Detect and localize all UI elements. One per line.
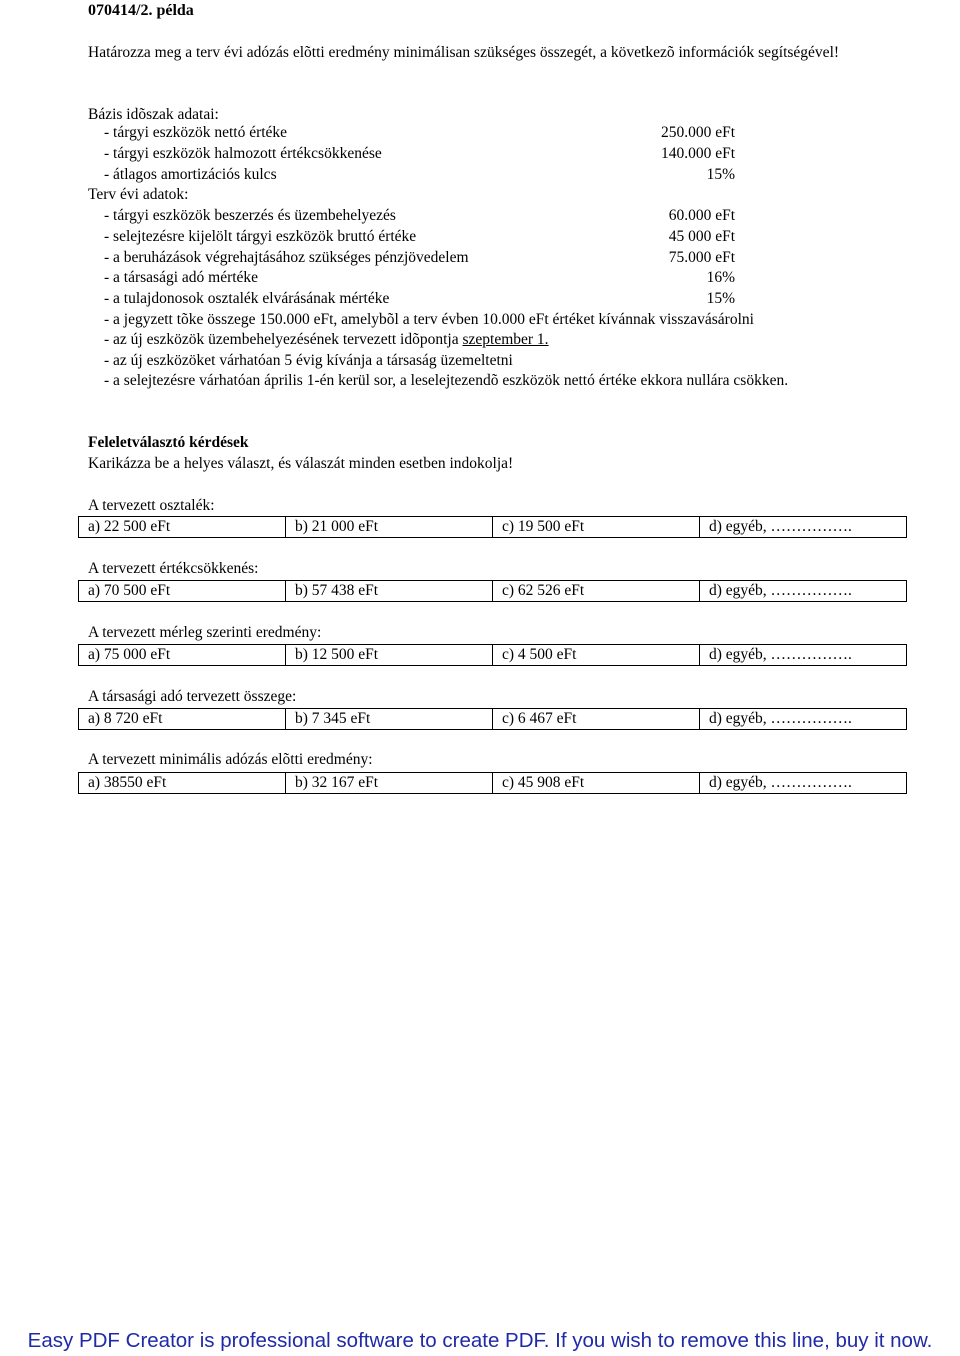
data-label: - a tulajdonosok osztalék elvárásának mértéke [104, 290, 390, 307]
mc-heading: Feleletválasztó kérdések [88, 434, 249, 451]
note-commissioning [104, 331, 549, 349]
data-label: - selejtezésre kijelölt tárgyi eszközök bruttó értéke [104, 228, 417, 245]
question-label: A tervezett minimális adózás elõtti eredmény: [88, 751, 373, 768]
option-b[interactable]: b) 32 167 eFt [286, 773, 493, 794]
data-value: 75.000 eFt [668, 249, 735, 266]
question-label: A tervezett mérleg szerinti eredmény: [88, 624, 322, 641]
data-row [0, 123, 960, 143]
base-heading: Bázis idõszak adatai: [88, 106, 219, 123]
option-a[interactable]: a) 70 500 eFt [79, 581, 286, 602]
option-d[interactable]: d) egyéb, ……………. [700, 645, 907, 666]
option-a[interactable]: a) 75 000 eFt [79, 645, 286, 666]
data-value: 45 000 eFt [668, 228, 735, 245]
data-label: - átlagos amortizációs kulcs [104, 166, 277, 183]
data-row [0, 289, 960, 309]
option-d[interactable]: d) egyéb, ……………. [700, 517, 907, 538]
data-value: 60.000 eFt [668, 207, 735, 224]
option-a[interactable]: a) 22 500 eFt [79, 517, 286, 538]
option-c[interactable]: c) 62 526 eFt [493, 581, 700, 602]
data-label: - a társasági adó mértéke [104, 269, 259, 286]
option-a[interactable]: a) 38550 eFt [79, 773, 286, 794]
data-value: 16% [706, 269, 735, 286]
page-title: 070414/2. példa [88, 2, 194, 19]
plan-heading: Terv évi adatok: [88, 186, 189, 203]
data-label: - tárgyi eszközök nettó értéke [104, 124, 288, 141]
option-b[interactable]: b) 12 500 eFt [286, 645, 493, 666]
data-value: 15% [706, 166, 735, 183]
question-label: A társasági adó tervezett összege: [88, 688, 297, 705]
data-row [0, 227, 960, 247]
question-label: A tervezett osztalék: [88, 497, 215, 514]
option-d[interactable]: d) egyéb, ……………. [700, 709, 907, 730]
data-row [0, 206, 960, 226]
data-label: - a beruházások végrehajtásához szükséges pénzjövedelem [104, 249, 469, 266]
answer-options [78, 580, 907, 602]
option-d[interactable]: d) egyéb, ……………. [700, 581, 907, 602]
question-label: A tervezett értékcsökkenés: [88, 560, 259, 577]
option-b[interactable]: b) 7 345 eFt [286, 709, 493, 730]
answer-options [78, 516, 907, 538]
task-intro: Határozza meg a terv évi adózás elõtti eredmény minimálisan szükséges összegét, a következõ információk segítségével! [88, 44, 840, 61]
answer-options [78, 644, 907, 666]
note-scrapping: - a selejtezésre várhatóan április 1-én kerül sor, a leselejtezendõ eszközök nettó értéke ekkora nullára csökken. [104, 372, 789, 389]
data-row [0, 144, 960, 164]
note-capital: - a jegyzett tõke összege 150.000 eFt, amelybõl a terv évben 10.000 eFt értéket kívánnak visszavásárolni [104, 311, 754, 328]
option-c[interactable]: c) 19 500 eFt [493, 517, 700, 538]
option-c[interactable]: c) 4 500 eFt [493, 645, 700, 666]
mc-instruction: Karikázza be a helyes választ, és válaszát minden esetben indokolja! [88, 455, 514, 472]
note-operation: - az új eszközöket várhatóan 5 évig kívánja a társaság üzemeltetni [104, 352, 513, 369]
data-label: - tárgyi eszközök beszerzés és üzembehelyezés [104, 207, 396, 224]
option-c[interactable]: c) 6 467 eFt [493, 709, 700, 730]
note-commissioning-text: - az új eszközök üzembehelyezésének tervezett idõpontja [104, 331, 463, 348]
data-value: 140.000 eFt [660, 145, 735, 162]
answer-options [78, 772, 907, 794]
option-a[interactable]: a) 8 720 eFt [79, 709, 286, 730]
data-row [0, 248, 960, 268]
data-value: 15% [706, 290, 735, 307]
note-commissioning-date: szeptember 1. [462, 331, 549, 348]
answer-options [78, 708, 907, 730]
data-value: 250.000 eFt [660, 124, 735, 141]
data-label: - tárgyi eszközök halmozott értékcsökkenése [104, 145, 382, 162]
watermark-footer: Easy PDF Creator is professional software to create PDF. If you wish to remove this line, buy it now. [27, 1329, 933, 1352]
data-row [0, 165, 960, 185]
option-b[interactable]: b) 57 438 eFt [286, 581, 493, 602]
option-b[interactable]: b) 21 000 eFt [286, 517, 493, 538]
option-d[interactable]: d) egyéb, ……………. [700, 773, 907, 794]
data-row [0, 268, 960, 288]
option-c[interactable]: c) 45 908 eFt [493, 773, 700, 794]
